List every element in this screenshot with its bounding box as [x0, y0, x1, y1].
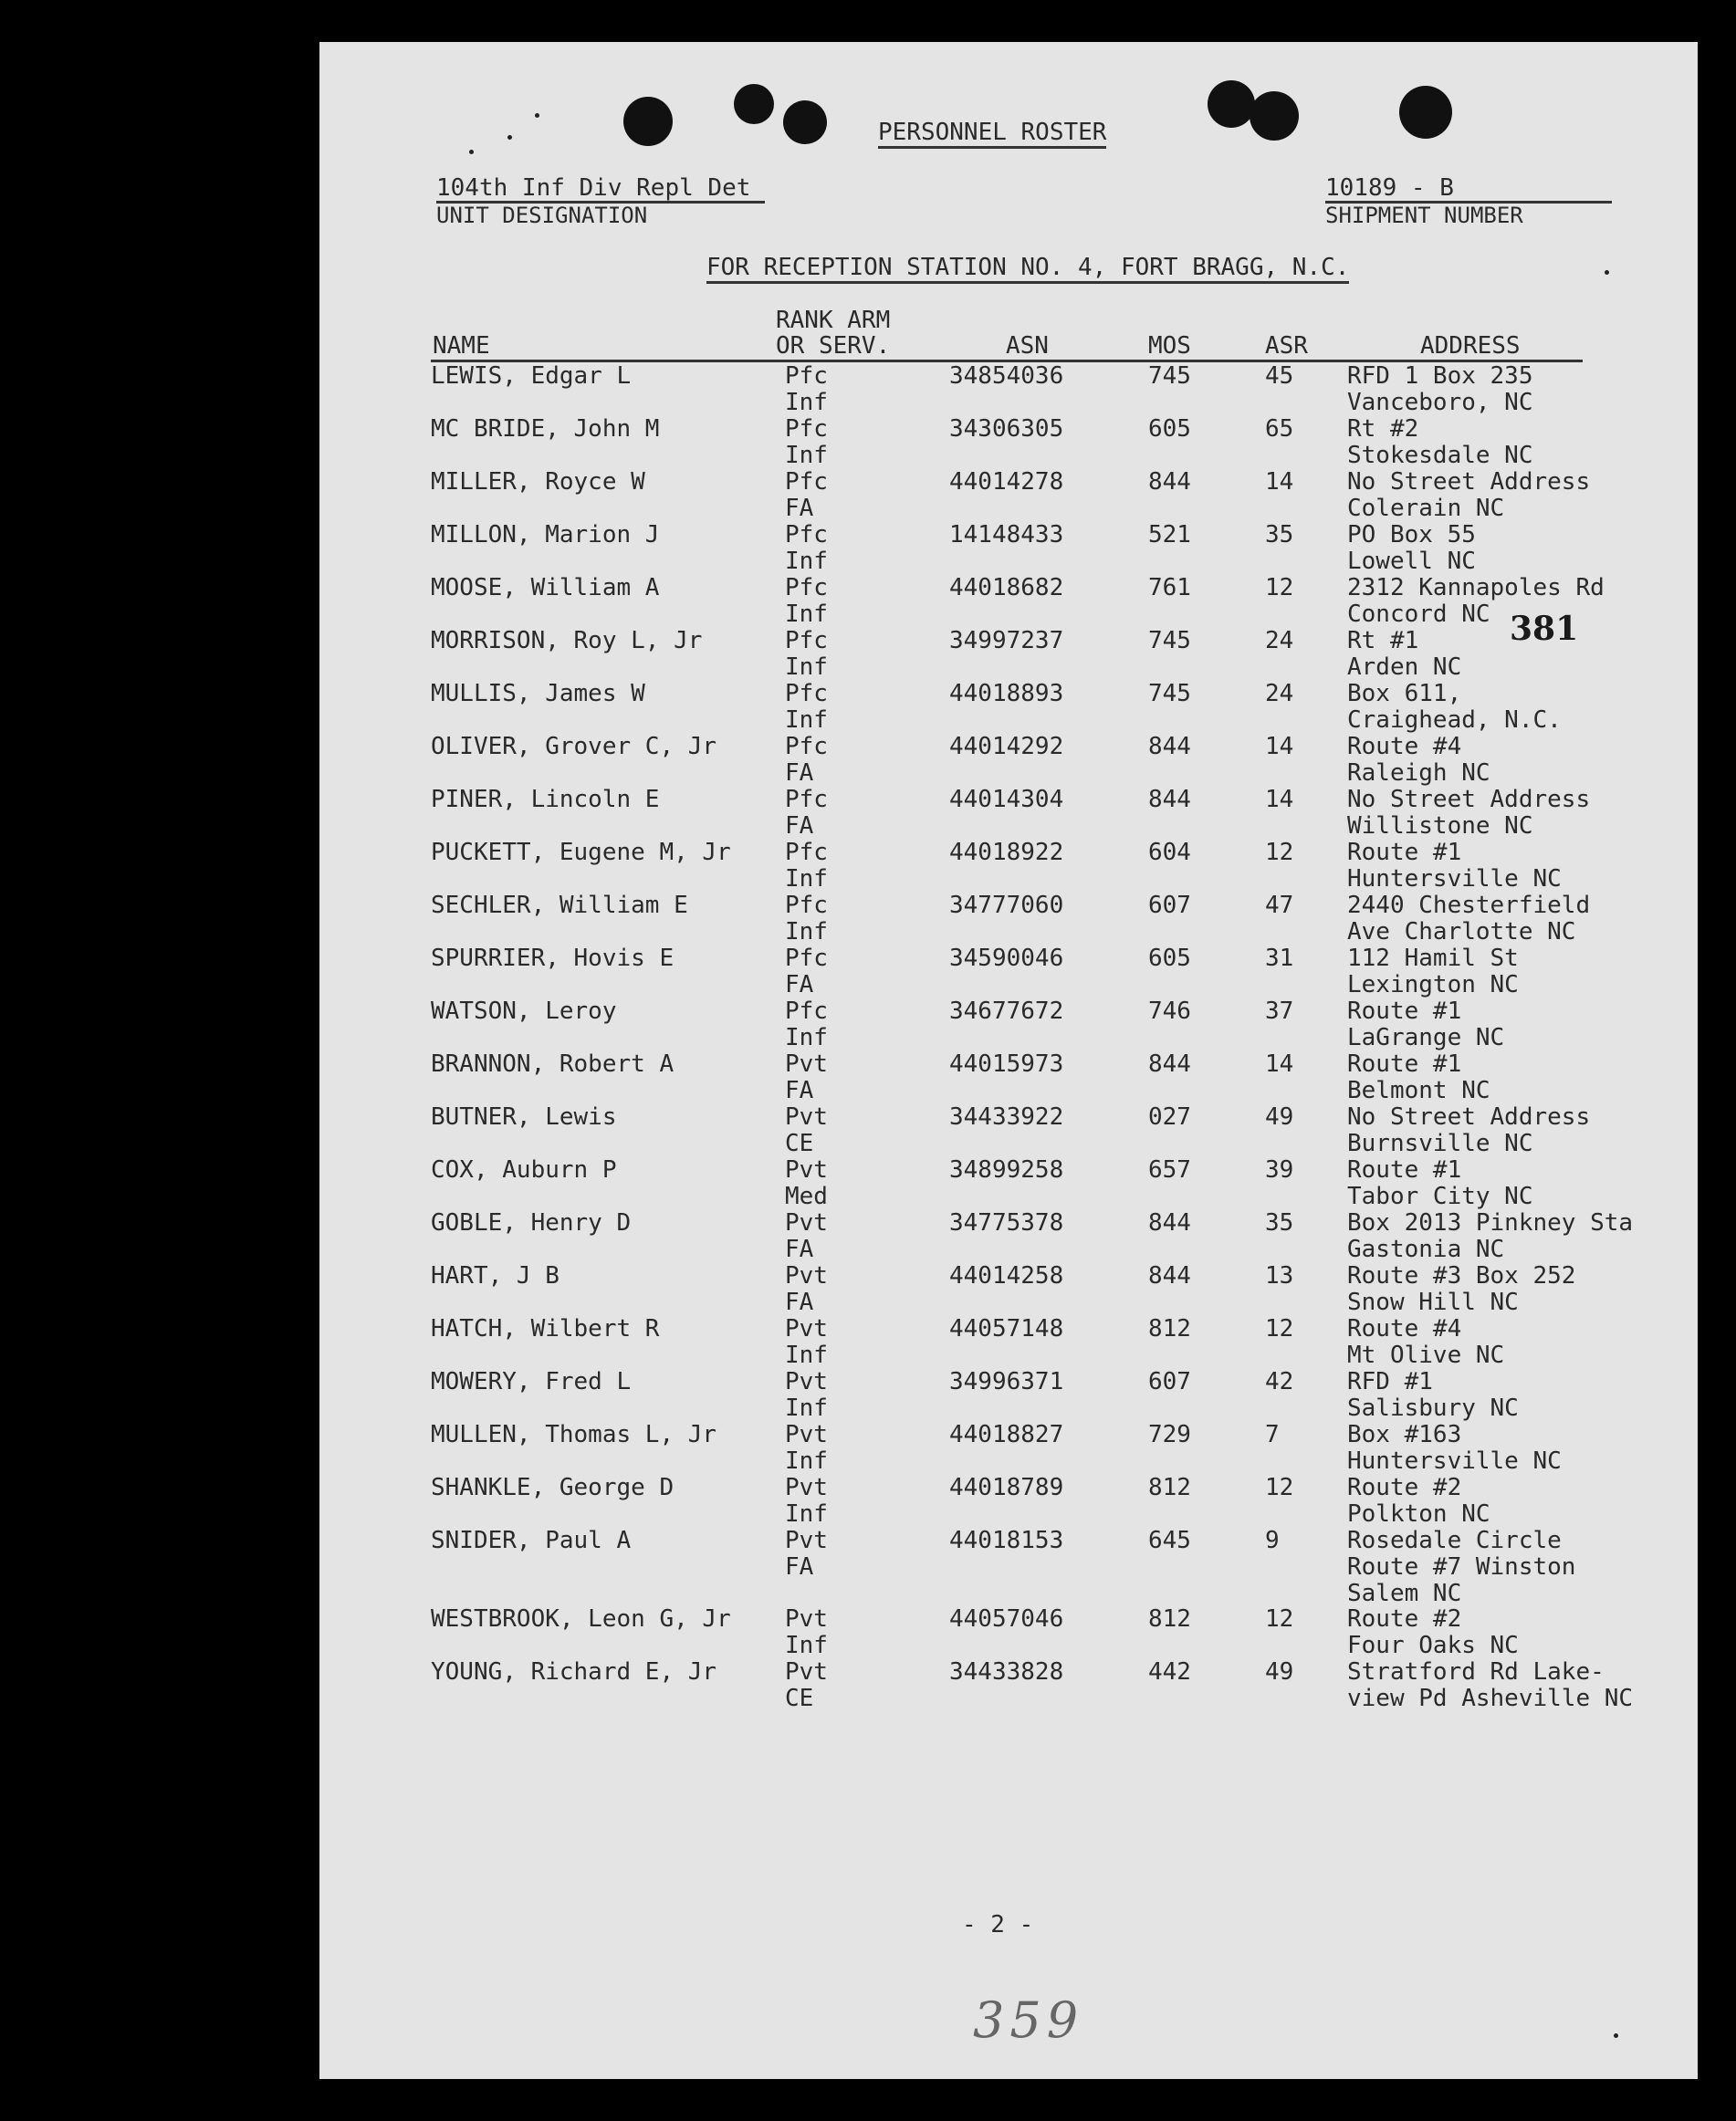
row-name: WATSON, Leroy	[431, 998, 617, 1025]
row-asn: 44014292	[949, 733, 1064, 760]
row-mos: 761	[1148, 574, 1191, 601]
row-rank: Pfc	[785, 892, 828, 919]
table-row	[431, 681, 1599, 734]
row-mos: 605	[1148, 945, 1191, 972]
col-asr-header: ASR	[1265, 332, 1308, 360]
row-name: MILLER, Royce W	[431, 468, 645, 496]
row-mos: 605	[1148, 415, 1191, 443]
row-asn: 44018682	[949, 574, 1064, 601]
row-rank: Pfc	[785, 839, 828, 866]
row-mos: 746	[1148, 998, 1191, 1025]
row-asr: 12	[1265, 1315, 1294, 1343]
row-name: BRANNON, Robert A	[431, 1050, 675, 1078]
row-arm: Inf	[785, 442, 828, 469]
row-address: Stokesdale NC	[1347, 442, 1533, 469]
table-row	[431, 1369, 1599, 1422]
row-arm: FA	[785, 1553, 814, 1581]
row-name: PUCKETT, Eugene M, Jr	[431, 839, 731, 866]
row-rank: Pvt	[785, 1315, 828, 1343]
row-asr: 7	[1265, 1421, 1280, 1448]
table-row	[431, 1051, 1599, 1104]
row-name: PINER, Lincoln E	[431, 786, 660, 813]
roster-table	[431, 362, 1634, 1712]
row-name: OLIVER, Grover C, Jr	[431, 733, 717, 760]
row-mos: 027	[1148, 1103, 1191, 1131]
row-arm: Inf	[785, 548, 828, 575]
row-address: Gastonia NC	[1347, 1236, 1505, 1263]
row-rank: Pvt	[785, 1050, 828, 1078]
row-mos: 745	[1148, 362, 1191, 390]
row-mos: 844	[1148, 786, 1191, 813]
row-mos: 812	[1148, 1315, 1191, 1343]
col-address-header: ADDRESS	[1420, 332, 1521, 360]
row-address: RFD #1	[1347, 1368, 1433, 1395]
row-rank: Pvt	[785, 1658, 828, 1686]
row-asn: 44014278	[949, 468, 1064, 496]
row-address: Mt Olive NC	[1347, 1342, 1505, 1369]
table-row	[431, 840, 1599, 893]
table-row	[431, 1209, 1634, 1263]
punch-hole	[1208, 80, 1255, 128]
row-arm: FA	[785, 495, 814, 522]
row-asr: 37	[1265, 998, 1294, 1025]
row-address: Huntersville NC	[1347, 865, 1562, 893]
row-mos: 844	[1148, 733, 1191, 760]
row-name: MILLON, Marion J	[431, 521, 660, 549]
row-arm: Inf	[785, 1500, 828, 1528]
table-row	[431, 1157, 1599, 1210]
row-address: Ave Charlotte NC	[1347, 918, 1576, 946]
ink-speck	[1605, 270, 1609, 275]
row-name: MULLEN, Thomas L, Jr	[431, 1421, 717, 1448]
table-row	[431, 998, 1599, 1051]
row-rank: Pfc	[785, 945, 828, 972]
row-address: Raleigh NC	[1347, 759, 1490, 787]
row-mos: 844	[1148, 1262, 1191, 1290]
table-row	[431, 946, 1599, 998]
row-asn: 34854036	[949, 362, 1064, 390]
row-address: Burnsville NC	[1347, 1130, 1533, 1157]
unit-designation: 104th Inf Div Repl Det	[436, 175, 765, 204]
row-address: Polkton NC	[1347, 1500, 1490, 1528]
row-rank: Pfc	[785, 468, 828, 496]
row-address: Route #1	[1347, 998, 1462, 1025]
table-row	[431, 1606, 1599, 1659]
row-asn: 44014258	[949, 1262, 1064, 1290]
row-asn: 44015973	[949, 1050, 1064, 1078]
row-asr: 14	[1265, 733, 1294, 760]
row-name: MORRISON, Roy L, Jr	[431, 627, 703, 654]
unit-designation-label: UNIT DESIGNATION	[436, 203, 648, 228]
row-asr: 35	[1265, 521, 1294, 549]
col-asn-header: ASN	[1006, 332, 1049, 360]
table-row	[431, 1316, 1599, 1369]
row-address: view Pd Asheville NC	[1347, 1685, 1634, 1712]
row-arm: Inf	[785, 865, 828, 893]
row-asn: 34677672	[949, 998, 1064, 1025]
row-asr: 12	[1265, 1474, 1294, 1501]
row-asn: 34899258	[949, 1156, 1064, 1184]
table-row	[431, 1263, 1599, 1316]
row-name: SPURRIER, Hovis E	[431, 945, 675, 972]
row-asn: 34433828	[949, 1658, 1064, 1686]
row-address: 2312 Kannapoles Rd	[1347, 574, 1605, 601]
row-rank: Pfc	[785, 362, 828, 390]
table-row	[431, 574, 1605, 628]
row-mos: 745	[1148, 627, 1191, 654]
row-asn: 34996371	[949, 1368, 1064, 1395]
row-address: Four Oaks NC	[1347, 1632, 1519, 1659]
roster-page	[319, 42, 1698, 2079]
shipment-number-label: SHIPMENT NUMBER	[1325, 203, 1523, 228]
row-name: LEWIS, Edgar L	[431, 362, 632, 390]
row-asr: 49	[1265, 1103, 1294, 1131]
row-arm: FA	[785, 759, 814, 787]
reception-station: FOR RECEPTION STATION NO. 4, FORT BRAGG, N.C.	[706, 254, 1349, 284]
row-arm: FA	[785, 1077, 814, 1104]
row-address: LaGrange NC	[1347, 1024, 1505, 1051]
row-arm: FA	[785, 1236, 814, 1263]
row-address: 2440 Chesterfield	[1347, 892, 1591, 919]
row-name: SECHLER, William E	[431, 892, 688, 919]
row-arm: CE	[785, 1685, 814, 1712]
row-address: RFD 1 Box 235	[1347, 362, 1533, 390]
table-row	[431, 1422, 1599, 1475]
table-row	[431, 1658, 1634, 1712]
row-address: Tabor City NC	[1347, 1183, 1533, 1210]
ink-speck	[535, 113, 539, 118]
row-address: Vanceboro, NC	[1347, 389, 1533, 416]
row-asn: 34306305	[949, 415, 1064, 443]
punch-hole	[1250, 91, 1299, 141]
col-mos-header: MOS	[1148, 332, 1191, 360]
row-mos: 521	[1148, 521, 1191, 549]
row-address: Rosedale Circle	[1347, 1527, 1562, 1554]
row-asn: 34433922	[949, 1103, 1064, 1131]
row-arm: Inf	[785, 1395, 828, 1422]
row-mos: 607	[1148, 892, 1191, 919]
page-number: - 2 -	[962, 1911, 1034, 1938]
row-address: Snow Hill NC	[1347, 1289, 1519, 1316]
row-asn: 44018893	[949, 680, 1064, 707]
row-asr: 13	[1265, 1262, 1294, 1290]
row-asr: 45	[1265, 362, 1294, 390]
row-address: Route #4	[1347, 1315, 1462, 1343]
row-address: No Street Address	[1347, 1103, 1591, 1131]
row-name: BUTNER, Lewis	[431, 1103, 617, 1131]
row-mos: 844	[1148, 1209, 1191, 1237]
col-name-header: NAME	[433, 332, 490, 360]
row-asr: 49	[1265, 1658, 1294, 1686]
row-asr: 31	[1265, 945, 1294, 972]
row-asr: 39	[1265, 1156, 1294, 1184]
row-rank: Pvt	[785, 1262, 828, 1290]
row-rank: Pfc	[785, 627, 828, 654]
row-name: YOUNG, Richard E, Jr	[431, 1658, 717, 1686]
ink-speck	[1614, 2033, 1618, 2038]
row-mos: 812	[1148, 1474, 1191, 1501]
row-asr: 12	[1265, 1605, 1294, 1633]
table-row	[431, 893, 1599, 946]
row-rank: Pvt	[785, 1368, 828, 1395]
row-address: Box #163	[1347, 1421, 1462, 1448]
page-title: PERSONNEL ROSTER	[878, 119, 1106, 149]
row-address: Box 2013 Pinkney Sta	[1347, 1209, 1634, 1237]
row-asr: 12	[1265, 574, 1294, 601]
table-row	[431, 522, 1599, 575]
row-name: HART, J B	[431, 1262, 559, 1290]
punch-hole	[734, 84, 774, 124]
row-address: Arden NC	[1347, 653, 1462, 681]
row-address: Colerain NC	[1347, 495, 1505, 522]
row-mos: 645	[1148, 1527, 1191, 1554]
row-address: Lexington NC	[1347, 971, 1519, 998]
row-asn: 34775378	[949, 1209, 1064, 1237]
row-address: PO Box 55	[1347, 521, 1476, 549]
row-asr: 14	[1265, 786, 1294, 813]
row-asn: 34997237	[949, 627, 1064, 654]
row-address: Box 611,	[1347, 680, 1462, 707]
shipment-number: 10189 - B	[1325, 175, 1612, 204]
row-asn: 44018153	[949, 1527, 1064, 1554]
row-asn: 44057046	[949, 1605, 1064, 1633]
row-address: Concord NC	[1347, 601, 1490, 628]
row-name: WESTBROOK, Leon G, Jr	[431, 1605, 731, 1633]
col-rank-header-line1: RANK ARM	[776, 307, 891, 334]
row-address: No Street Address	[1347, 786, 1591, 813]
row-mos: 442	[1148, 1658, 1191, 1686]
row-arm: Inf	[785, 601, 828, 628]
table-row	[431, 787, 1599, 840]
row-rank: Pfc	[785, 786, 828, 813]
table-row	[431, 416, 1599, 469]
row-name: SHANKLE, George D	[431, 1474, 675, 1501]
row-address: Route #7 Winston	[1347, 1553, 1576, 1581]
row-asr: 42	[1265, 1368, 1294, 1395]
row-address: Route #2	[1347, 1605, 1462, 1633]
table-row	[431, 469, 1599, 522]
row-rank: Pvt	[785, 1209, 828, 1237]
row-arm: Med	[785, 1183, 828, 1210]
row-mos: 657	[1148, 1156, 1191, 1184]
row-asr: 9	[1265, 1527, 1280, 1554]
row-address: Craighead, N.C.	[1347, 706, 1562, 734]
row-name: HATCH, Wilbert R	[431, 1315, 660, 1343]
row-address: Route #4	[1347, 733, 1462, 760]
table-row	[431, 628, 1599, 681]
row-address: Huntersville NC	[1347, 1447, 1562, 1475]
row-rank: Pfc	[785, 998, 828, 1025]
row-asr: 47	[1265, 892, 1294, 919]
row-address: Route #3 Box 252	[1347, 1262, 1576, 1290]
row-address: Rt #2	[1347, 415, 1419, 443]
table-row	[431, 1475, 1599, 1528]
row-address: Belmont NC	[1347, 1077, 1490, 1104]
row-name: MULLIS, James W	[431, 680, 645, 707]
row-asn: 44014304	[949, 786, 1064, 813]
row-address: Route #2	[1347, 1474, 1462, 1501]
ink-speck	[469, 150, 474, 154]
row-asn: 44018789	[949, 1474, 1064, 1501]
row-name: MOWERY, Fred L	[431, 1368, 632, 1395]
row-address: Lowell NC	[1347, 548, 1476, 575]
row-mos: 844	[1148, 1050, 1191, 1078]
row-asr: 35	[1265, 1209, 1294, 1237]
row-arm: Inf	[785, 653, 828, 681]
table-row	[431, 1528, 1599, 1606]
row-address: Route #1	[1347, 1050, 1462, 1078]
ink-speck	[507, 135, 512, 140]
row-rank: Pvt	[785, 1421, 828, 1448]
row-address: Route #1	[1347, 839, 1462, 866]
row-mos: 607	[1148, 1368, 1191, 1395]
row-asn: 14148433	[949, 521, 1064, 549]
row-asr: 65	[1265, 415, 1294, 443]
table-row	[431, 1104, 1599, 1157]
row-asn: 34777060	[949, 892, 1064, 919]
row-name: SNIDER, Paul A	[431, 1527, 632, 1554]
row-asn: 34590046	[949, 945, 1064, 972]
row-asr: 14	[1265, 1050, 1294, 1078]
row-rank: Pvt	[785, 1527, 828, 1554]
row-address: Salem NC	[1347, 1580, 1462, 1607]
row-arm: Inf	[785, 706, 828, 734]
row-arm: FA	[785, 812, 814, 840]
row-name: MOOSE, William A	[431, 574, 660, 601]
row-arm: Inf	[785, 918, 828, 946]
row-asn: 44057148	[949, 1315, 1064, 1343]
row-mos: 812	[1148, 1605, 1191, 1633]
row-arm: Inf	[785, 1342, 828, 1369]
row-rank: Pvt	[785, 1103, 828, 1131]
row-asr: 12	[1265, 839, 1294, 866]
row-arm: FA	[785, 1289, 814, 1316]
row-arm: FA	[785, 971, 814, 998]
row-arm: Inf	[785, 1024, 828, 1051]
row-address: Stratford Rd Lake-	[1347, 1658, 1605, 1686]
row-address: Rt #1	[1347, 627, 1419, 654]
row-rank: Pfc	[785, 521, 828, 549]
table-row	[431, 363, 1599, 416]
row-arm: Inf	[785, 1447, 828, 1475]
row-arm: Inf	[785, 1632, 828, 1659]
row-name: MC BRIDE, John M	[431, 415, 660, 443]
stamped-number: 381	[1510, 610, 1579, 648]
row-address: Route #1	[1347, 1156, 1462, 1184]
row-rank: Pfc	[785, 415, 828, 443]
row-arm: CE	[785, 1130, 814, 1157]
row-name: COX, Auburn P	[431, 1156, 617, 1184]
punch-hole	[623, 97, 673, 146]
row-rank: Pvt	[785, 1156, 828, 1184]
row-name: GOBLE, Henry D	[431, 1209, 632, 1237]
row-rank: Pfc	[785, 680, 828, 707]
row-asr: 24	[1265, 627, 1294, 654]
row-rank: Pvt	[785, 1605, 828, 1633]
row-address: No Street Address	[1347, 468, 1591, 496]
row-rank: Pfc	[785, 574, 828, 601]
row-mos: 604	[1148, 839, 1191, 866]
row-arm: Inf	[785, 389, 828, 416]
row-asr: 14	[1265, 468, 1294, 496]
punch-hole	[1399, 86, 1452, 139]
row-mos: 729	[1148, 1421, 1191, 1448]
row-rank: Pfc	[785, 733, 828, 760]
col-rank-header-line2: OR SERV.	[776, 332, 891, 360]
row-address: Willistone NC	[1347, 812, 1533, 840]
row-address: Salisbury NC	[1347, 1395, 1519, 1422]
handwritten-number: 359	[973, 1991, 1084, 2049]
row-rank: Pvt	[785, 1474, 828, 1501]
table-row	[431, 734, 1599, 787]
punch-hole	[783, 100, 827, 144]
row-address: 112 Hamil St	[1347, 945, 1519, 972]
row-asr: 24	[1265, 680, 1294, 707]
row-asn: 44018922	[949, 839, 1064, 866]
row-asn: 44018827	[949, 1421, 1064, 1448]
row-mos: 745	[1148, 680, 1191, 707]
row-mos: 844	[1148, 468, 1191, 496]
